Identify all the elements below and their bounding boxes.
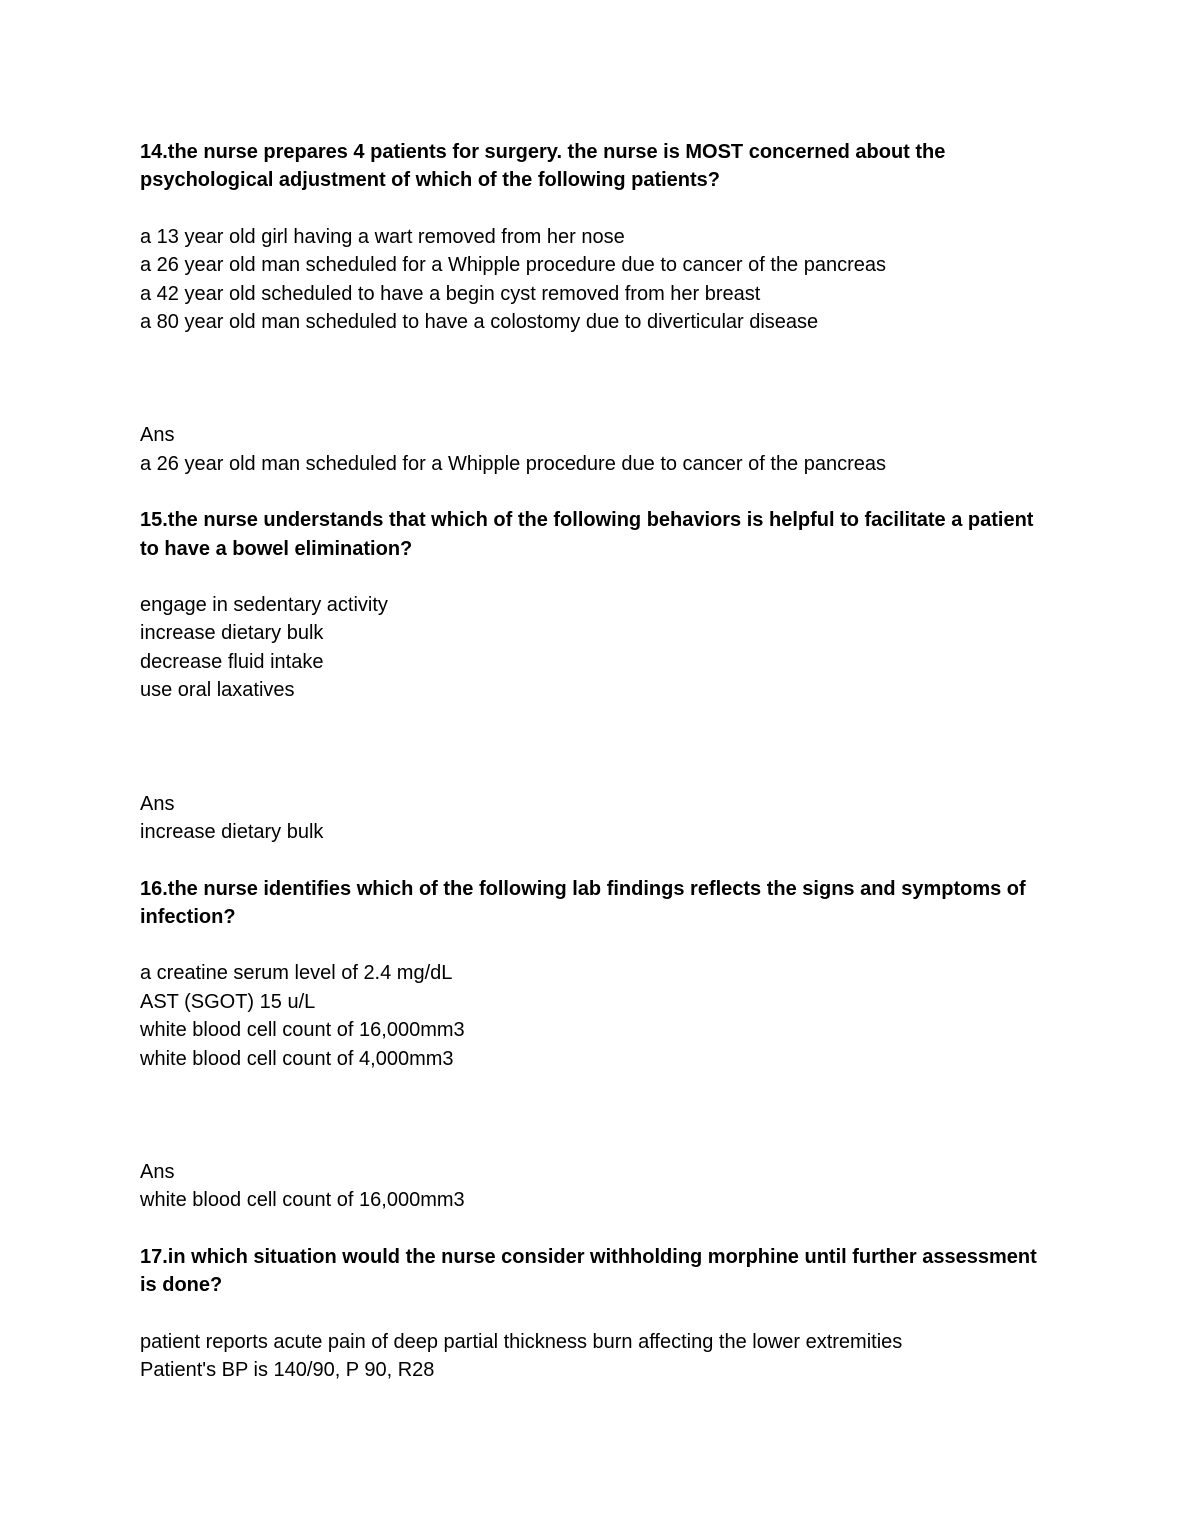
question-text: 16.the nurse identifies which of the following lab findings reflects the signs and symptoms of infection? <box>140 877 1026 928</box>
option-list <box>140 591 1050 705</box>
question-text: 14.the nurse prepares 4 patients for surgery. the nurse is MOST concerned about the psychological adjustment of which of the following patients? <box>140 141 946 192</box>
option-item: a 26 year old man scheduled for a Whipple procedure due to cancer of the pancreas <box>140 254 887 277</box>
answer-label: Ans <box>140 792 175 815</box>
option-item: white blood cell count of 4,000mm3 <box>140 1047 454 1070</box>
option-item: patient reports acute pain of deep partial thickness burn affecting the lower extremities <box>140 1330 903 1353</box>
question-17 <box>140 1243 1050 1385</box>
option-item: white blood cell count of 16,000mm3 <box>140 1019 465 1042</box>
option-item: decrease fluid intake <box>140 650 324 673</box>
question-15 <box>140 506 1050 846</box>
option-list <box>140 959 1050 1073</box>
answer-label: Ans <box>140 1160 175 1183</box>
question-text: 15.the nurse understands that which of the following behaviors is helpful to facilitate a patient to have a bowel elimination? <box>140 509 1034 560</box>
option-item: engage in sedentary activity <box>140 594 388 617</box>
answer-label: Ans <box>140 424 175 447</box>
option-item: a 13 year old girl having a wart removed from her nose <box>140 225 625 248</box>
option-item: AST (SGOT) 15 u/L <box>140 990 316 1013</box>
option-item: a creatine serum level of 2.4 mg/dL <box>140 962 453 985</box>
option-item: a 42 year old scheduled to have a begin cyst removed from her breast <box>140 282 761 305</box>
answer-text: white blood cell count of 16,000mm3 <box>140 1189 465 1212</box>
option-list <box>140 1328 1050 1385</box>
option-item: a 80 year old man scheduled to have a colostomy due to diverticular disease <box>140 311 819 334</box>
answer-text: increase dietary bulk <box>140 821 324 844</box>
question-16 <box>140 875 1050 1215</box>
question-14 <box>140 138 1050 478</box>
answer-text: a 26 year old man scheduled for a Whipple procedure due to cancer of the pancreas <box>140 452 887 475</box>
option-item: increase dietary bulk <box>140 622 324 645</box>
option-item: Patient's BP is 140/90, P 90, R28 <box>140 1358 435 1381</box>
question-text: 17.in which situation would the nurse consider withholding morphine until further assessment is done? <box>140 1245 1037 1297</box>
option-item: use oral laxatives <box>140 679 295 702</box>
document-page <box>140 138 1050 1384</box>
option-list <box>140 223 1050 337</box>
